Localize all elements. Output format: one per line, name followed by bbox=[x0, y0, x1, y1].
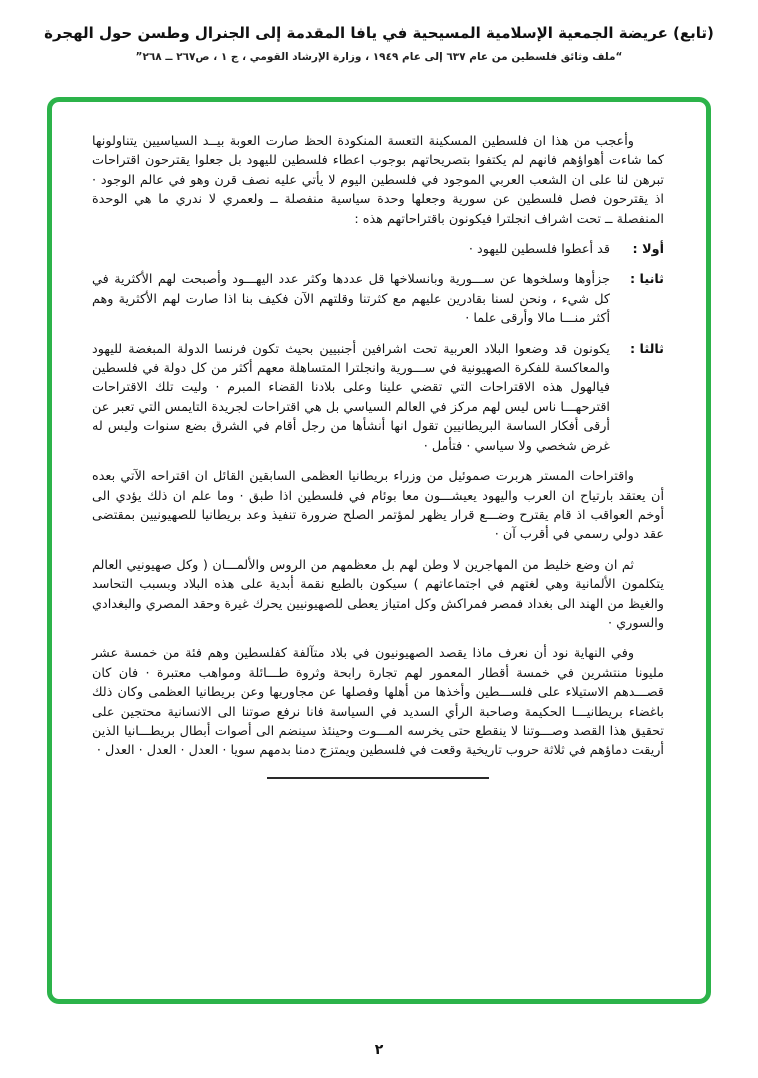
body-paragraph-samuel: واقتراحات المستر هربرت صموئيل من وزراء بريطانيا العظمى السابقين القائل ان اقتراحه الآتي بعده أن يعتقد بارتياح ان العرب واليهود يعيشـــون معا بوئام في فلسطين اذا طبق · وما علم ان ذلك يؤدي الى أوخم العواقب اذ قام يقترح وضـــع قرار يظهر لمؤتمر الصلح ضرورة تنفيذ وعد بريطانيا للصهيونيين بمقتضى عقد دولي رسمي في أقرب آن · bbox=[92, 469, 664, 543]
body-paragraph-immigrants: ثم ان وضع خليط من المهاجرين لا وطن لهم بل معظمهم من الروس والألمـــان ( وكل صهيونيي العالم يتكلمون الألمانية وهي لغتهم في اجتماعاتهم ) سيكون بالطبع نقمة أبدية على هذه البلاد وبسبب التحاسد والغيظ من الهند الى بغداد فمصر فمراكش وكل امتياز يعطى للصهيونيين يحرك غيرة وحقد المصري والبغدادي والسوري · bbox=[92, 557, 664, 631]
body-paragraph-conclusion: وفي النهاية نود أن نعرف ماذا يقصد الصهيونيون في بلاد متآلفة كفلسطين وهم فئة من خمسة عشر مليونا منتشرين في خمسة أقطار المعمور لهم تجارة رابحة وثروة طـــائلة ومواهب معتبرة · فان كان قصـــدهم الاستيلاء على فلســـطين وأخذها من أهلها وفصلها عن مجاوريها وعن بريطانيا العظمى وكان ذلك باغضاء بريطانيـــا الحكيمة وصاحبة الرأي السديد في السياسة فانا نرفع صوتنا الى الانسانية محتجين على تحقيق هذا القصد وصـــوتنا لا ينقطع حتى يخرسه المـــوت وحينئذ سينضم الى أصوات أبطال بريطـــانيا الذين أريقت دماؤهم في ثلاثة حروب تاريخية وقعت في فلسطين ويمتزج دمنا بدمهم سويا · العدل · العدل · العدل · bbox=[92, 646, 664, 759]
item-text-second: جزأوها وسلخوها عن ســـورية وبانسلاخها قل عددها وكثر عدد اليهـــود وأصبحت لهم الأكثرية في كل شيء ، ونحن لسنا بقادرين عليهم مع كثرتنا وقلتهم الآن فكيف بنا اذا صارت لهم الأكثرية وهم أكثر منـــا مالا وأرقى علما · bbox=[92, 272, 610, 327]
list-item-third bbox=[92, 340, 664, 456]
item-label-second: ثانيا : bbox=[629, 272, 664, 288]
footnote-rule bbox=[267, 777, 489, 779]
document-frame bbox=[47, 97, 711, 1004]
list-item-first bbox=[92, 240, 664, 259]
source-citation: “ملف وثائق فلسطين من عام ٦٣٧ إلى عام ١٩٤٩ ، وزارة الإرشاد القومي ، ج ١ ، ص٢٦٧ ــ ٢٦٨” bbox=[135, 51, 623, 63]
item-text-third: يكونون قد وضعوا البلاد العربية تحت اشرافين أجنبيين بحيث تكون فرنسا الدولة المبغضة لليهود والمعاكسة للفكرة الصهيونية في ســـورية وانجلترا المتساهلة معهم أكثر من كل دولة في فلسطين فيالهول هذه الاقتراحات التي تقضي علينا وعلى بلادنا القضاء المبرم · وليت تلك الاقتراحات اقترحهـــا ناس ليس لهم مركز في العالم السياسي بل هي اقتراحات لجريدة التايمس التي تعبر عن أرقى أفكار الساسة البريطانيين تقول انها أنشأها من رجل أقام في الشرق بضع سنوات وليس له غرض شخصي ولا سياسي · فتأمل · bbox=[92, 341, 610, 454]
item-text-first: قد أعطوا فلسطين لليهود · bbox=[468, 242, 610, 258]
page-header bbox=[0, 24, 758, 63]
item-label-third: ثالثا : bbox=[629, 341, 664, 357]
item-label-first: أولا : bbox=[632, 242, 664, 258]
page-number: ٢ bbox=[374, 1042, 384, 1058]
intro-paragraph: وأعجب من هذا ان فلسطين المسكينة التعسة المنكودة الحظ صارت العوبة بيــد السياسيين يتناولونها كما شاءت أهواؤهم فانهم لم يكتفوا بتصريحاتهم بوجوب اعطاء فلسطين لليهود بل جعلوا يقترحون اقتراحات تبرهن لنا على ان الشعب العربي الموجود في فلسطين اليوم لا يأتي عليه نصف قرن وهو في عالم الوجود · اذ يقترحون فصل فلسطين عن سورية وجعلها وحدة سياسية منفصلة ــ ولعمري لا ندري ما هي الوحدة المنفصلة ــ تحت اشراف انجلترا فيكونون باقتراحاتهم هذه : bbox=[92, 134, 664, 227]
document-title: (تابع) عريضة الجمعية الإسلامية المسيحية في يافا المقدمة إلى الجنرال وطسن حول الهجرة bbox=[44, 24, 714, 42]
list-item-second bbox=[92, 270, 664, 328]
